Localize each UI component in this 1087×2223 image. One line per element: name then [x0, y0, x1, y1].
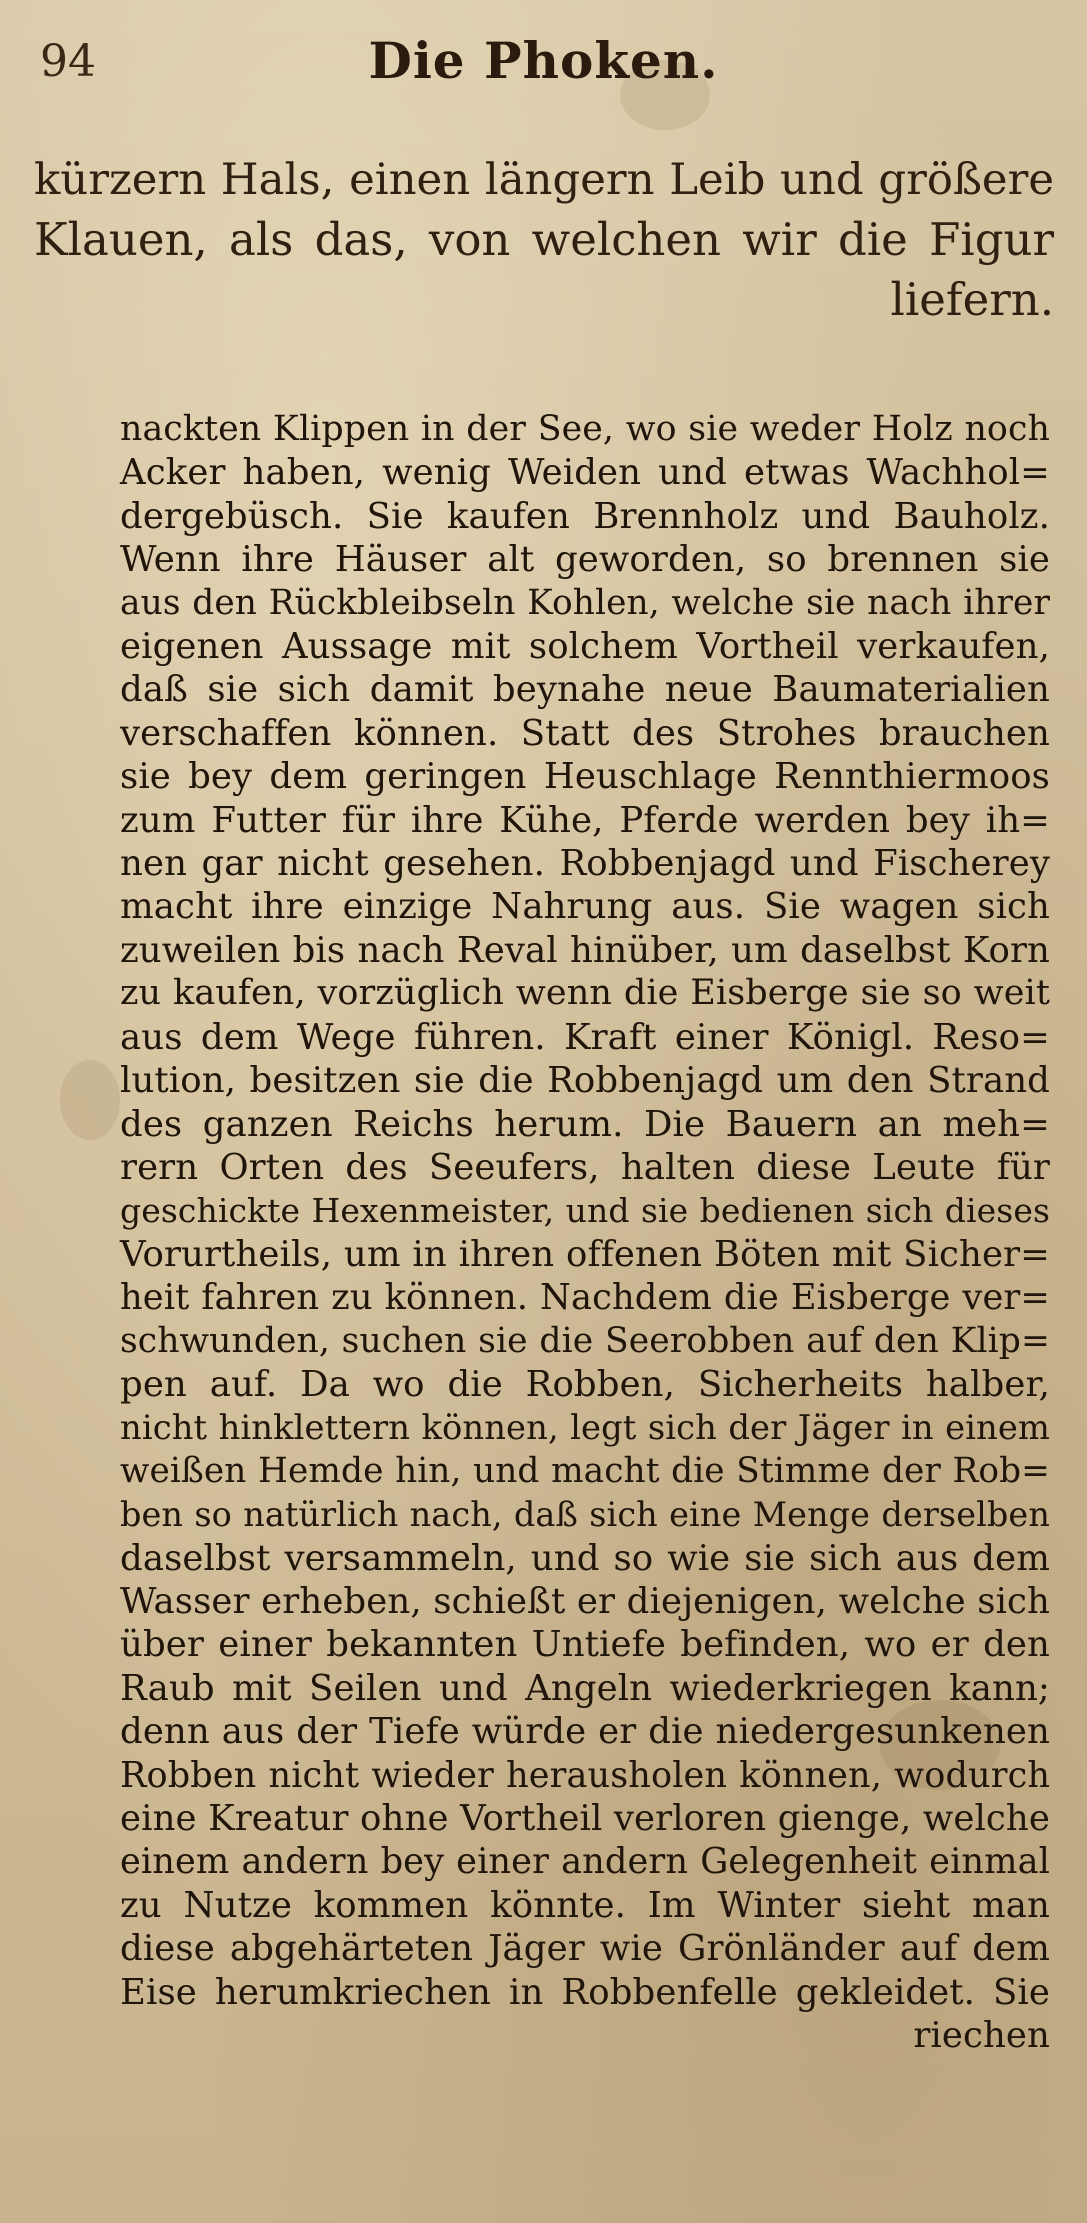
- text-line: über einer bekannten Untiefe befinden, wo er den: [120, 1624, 1050, 1666]
- caption-line: liefern.: [890, 273, 1054, 326]
- figure-caption: [34, 150, 1054, 330]
- text-line: zu Nutze kommen könnte. Im Winter sieht man: [120, 1884, 1050, 1926]
- page-number: 94: [40, 36, 96, 87]
- body-text: [120, 408, 1050, 2057]
- text-line: nackten Klippen in der See, wo sie weder Holz noch: [120, 409, 1050, 449]
- text-line: sie bey dem geringen Heuschlage Rennthiermoos: [120, 756, 1050, 798]
- text-line: diese abgehärteten Jäger wie Grönländer auf dem: [120, 1928, 1050, 1970]
- text-line: daß sie sich damit beynahe neue Baumaterialien: [120, 669, 1050, 711]
- text-line: verschaffen können. Statt des Strohes brauchen: [120, 712, 1050, 754]
- text-line: ben so natürlich nach, daß sich eine Menge derselben: [120, 1495, 1050, 1535]
- text-line: Wenn ihre Häuser alt geworden, so brennen sie: [120, 539, 1050, 581]
- text-line: heit fahren zu können. Nachdem die Eisberge ver=: [120, 1277, 1050, 1319]
- text-line: rern Orten des Seeufers, halten diese Leute für: [120, 1146, 1050, 1188]
- text-line: daselbst versammeln, und so wie sie sich aus dem: [120, 1537, 1050, 1579]
- caption-line: kürzern Hals, einen längern Leib und größere: [34, 155, 1054, 205]
- text-line: zuweilen bis nach Reval hinüber, um daselbst Korn: [120, 929, 1050, 971]
- text-line: einem andern bey einer andern Gelegenheit einmal: [120, 1841, 1050, 1883]
- text-line: Robben nicht wieder herausholen können, wodurch: [120, 1754, 1050, 1796]
- text-line: des ganzen Reichs herum. Die Bauern an meh=: [120, 1103, 1050, 1145]
- text-line: zu kaufen, vorzüglich wenn die Eisberge sie so weit: [120, 973, 1050, 1014]
- text-line: Vorurtheils, um in ihren offenen Böten mit Sicher=: [120, 1233, 1050, 1275]
- text-line: eine Kreatur ohne Vortheil verloren gienge, welche: [120, 1798, 1050, 1839]
- text-line: nicht hinklettern können, legt sich der Jäger in einem: [120, 1408, 1050, 1448]
- text-line: macht ihre einzige Nahrung aus. Sie wagen sich: [120, 886, 1050, 928]
- text-line: denn aus der Tiefe würde er die niedergesunkenen: [120, 1711, 1050, 1753]
- text-line: geschickte Hexenmeister, und sie bedienen sich dieses: [120, 1191, 1050, 1231]
- text-line: Wasser erheben, schießt er diejenigen, welche sich: [120, 1580, 1050, 1622]
- text-line: Acker haben, wenig Weiden und etwas Wachhol=: [120, 452, 1050, 494]
- text-line: aus den Rückbleibseln Kohlen, welche sie nach ihrer: [120, 582, 1050, 623]
- text-line: lution, besitzen sie die Robbenjagd um den Strand: [120, 1060, 1050, 1102]
- text-line: nen gar nicht gesehen. Robbenjagd und Fischerey: [120, 843, 1050, 885]
- text-line: pen auf. Da wo die Robben, Sicherheits halber,: [120, 1363, 1050, 1405]
- running-head: Die Phoken.: [368, 31, 719, 90]
- text-line: aus dem Wege führen. Kraft einer Königl. Reso=: [120, 1016, 1050, 1058]
- paper-stain: [60, 1060, 120, 1140]
- text-line: dergebüsch. Sie kaufen Brennholz und Bauholz.: [120, 495, 1050, 537]
- text-line: eigenen Aussage mit solchem Vortheil verkaufen,: [120, 626, 1050, 668]
- caption-line: Klauen, als das, von welchen wir die Figur: [34, 213, 1054, 266]
- text-line: Raub mit Seilen und Angeln wiederkriegen kann;: [120, 1667, 1050, 1709]
- text-line: weißen Hemde hin, und macht die Stimme der Rob=: [120, 1450, 1050, 1491]
- text-line: Eise herumkriechen in Robbenfelle gekleidet. Sie: [120, 1971, 1050, 2013]
- catchword: riechen: [913, 2015, 1050, 2057]
- text-line: schwunden, suchen sie die Seerobben auf den Klip=: [120, 1320, 1050, 1361]
- text-line: zum Futter für ihre Kühe, Pferde werden bey ih=: [120, 799, 1050, 841]
